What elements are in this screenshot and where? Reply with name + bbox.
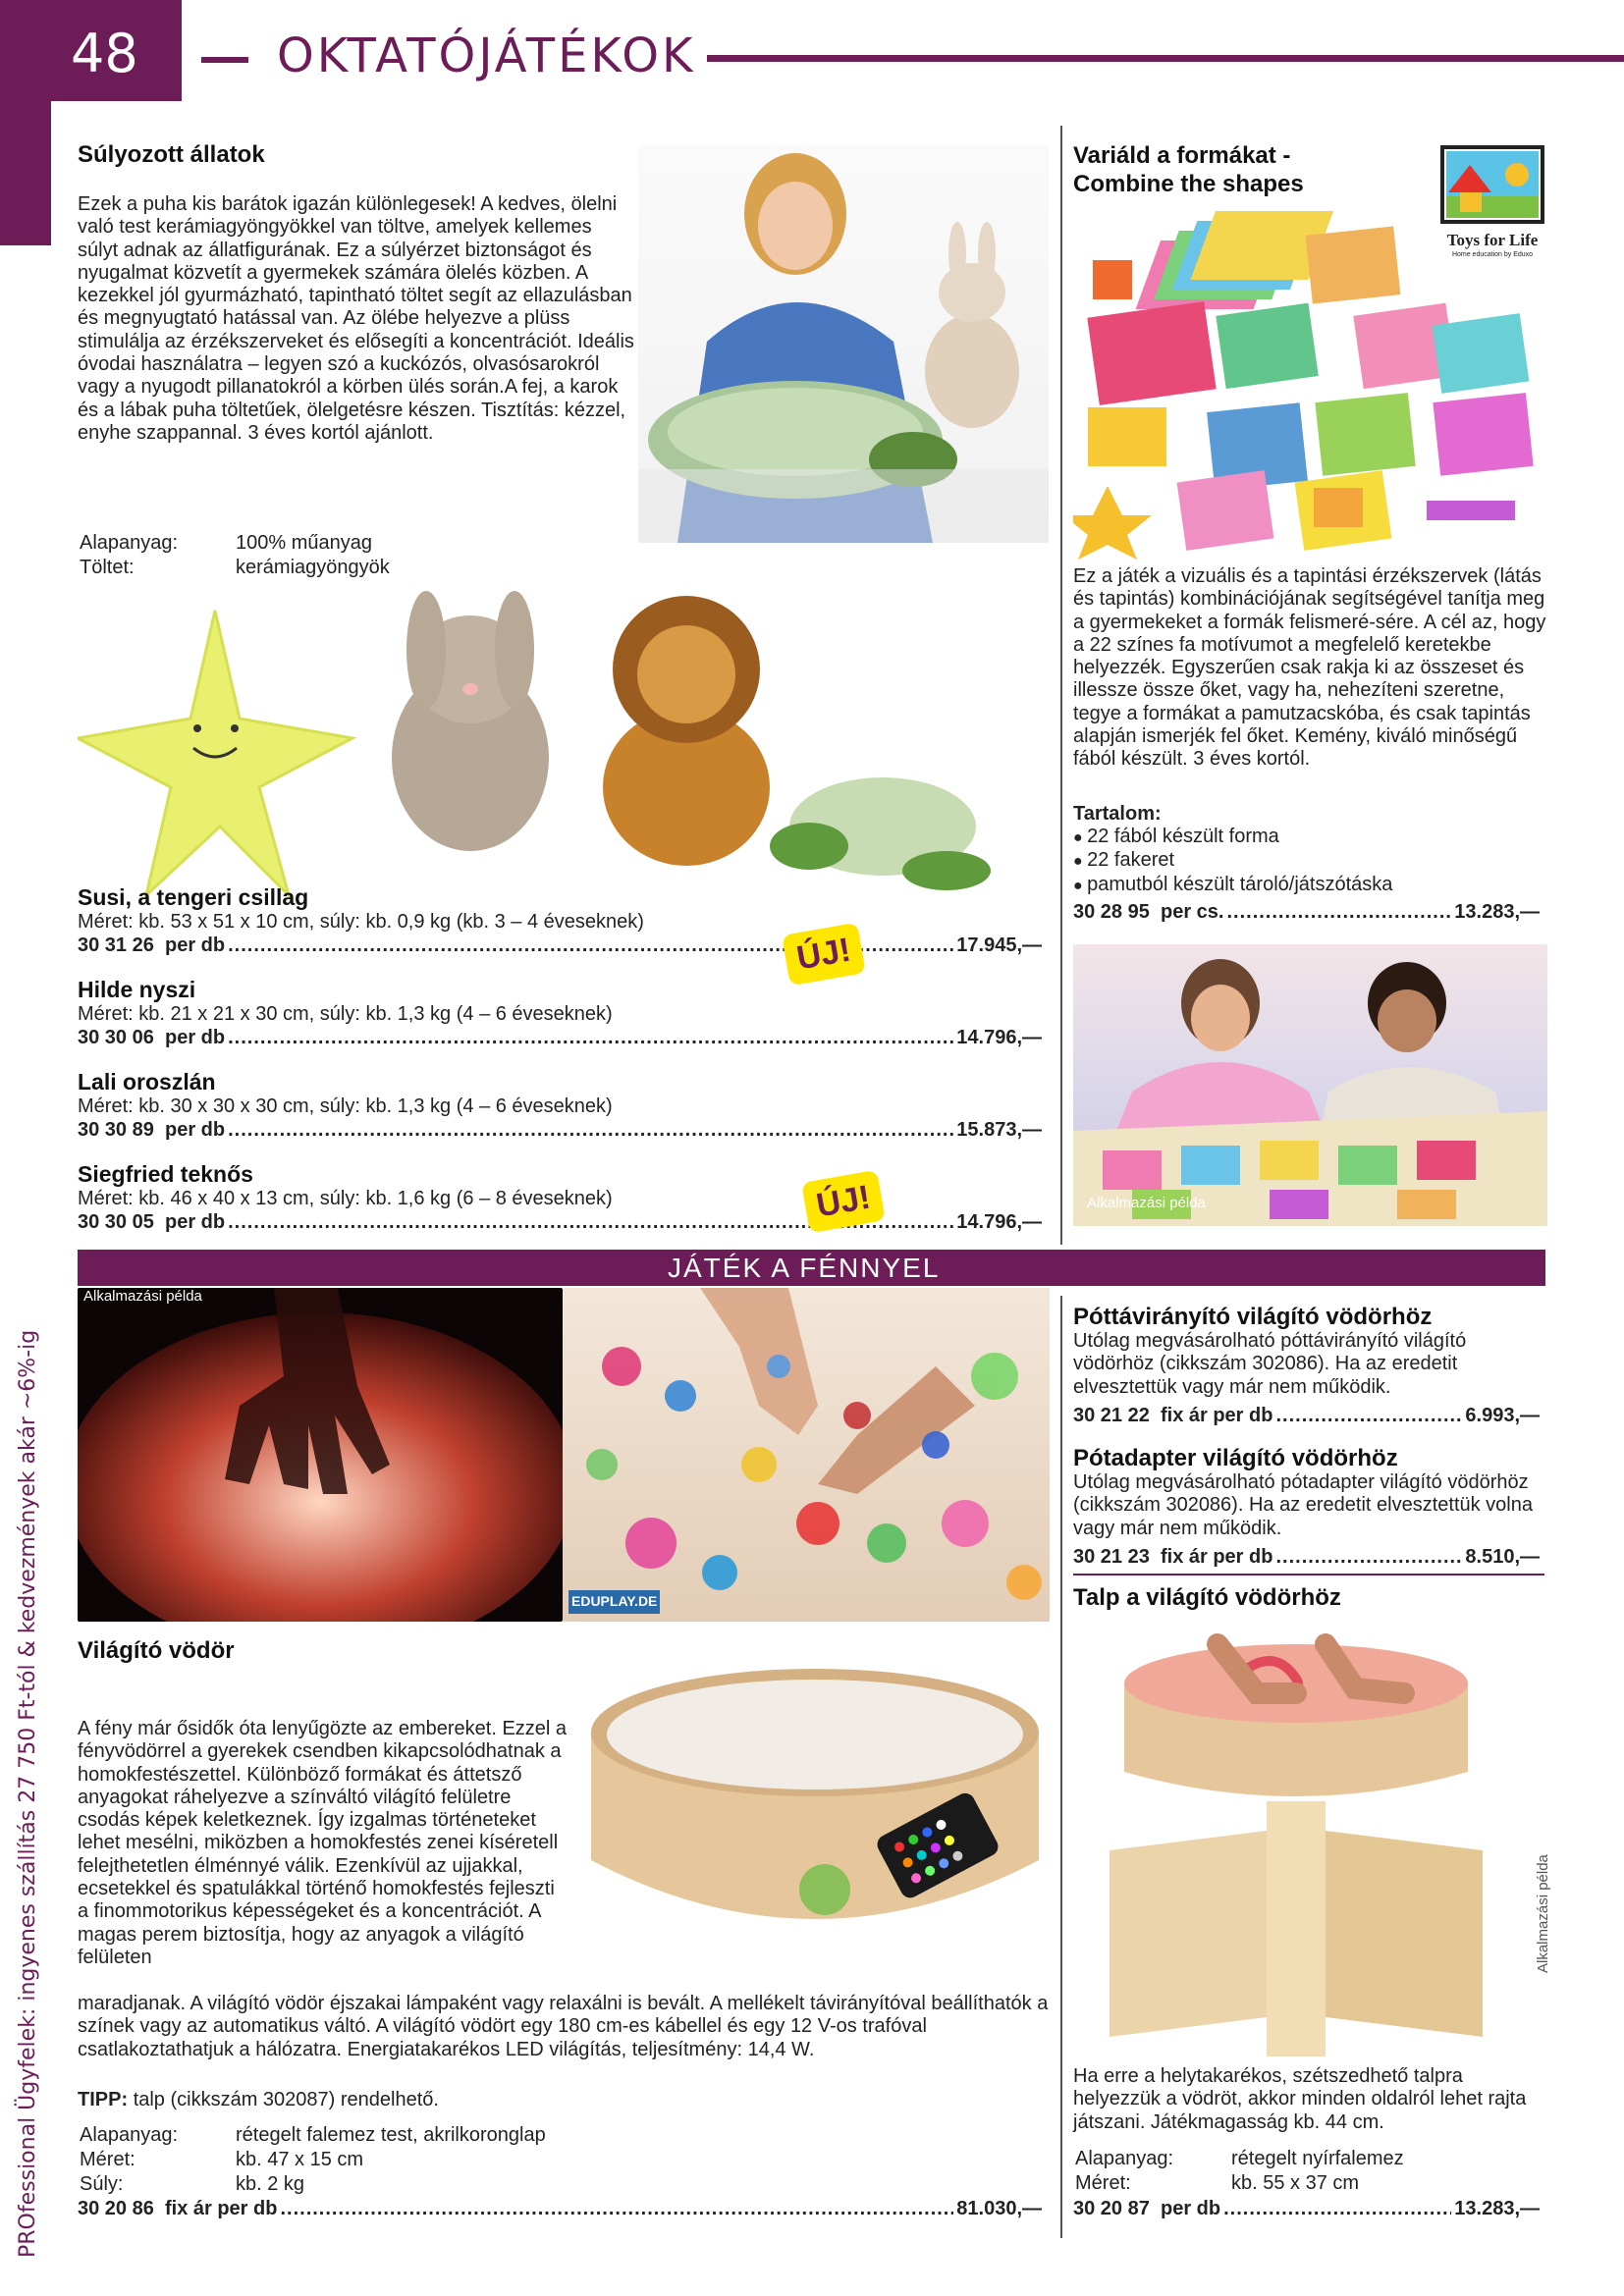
product-size: Méret: kb. 30 x 30 x 30 cm, súly: kb. 1,3 kg (4 – 6 éveseknek) bbox=[78, 1095, 613, 1117]
shapes-title-line2: Combine the shapes bbox=[1073, 171, 1304, 197]
order-price: 13.283,— bbox=[1454, 900, 1540, 923]
order-unit: per db bbox=[164, 1211, 226, 1234]
contents-list bbox=[1073, 826, 1554, 897]
spec-value: kerámiagyöngyök bbox=[236, 557, 390, 578]
marbles-on-light-photo bbox=[563, 1288, 1050, 1622]
bucket-specs bbox=[78, 2122, 548, 2198]
spec-value: 100% műanyag bbox=[236, 532, 372, 554]
header-dash bbox=[201, 57, 248, 63]
weighted-description: Ezek a puha kis barátok igazán különlegesek! A kedves, ölelni való test kerámiagyöngyökkel van töltve, amelyek kellemes súlyt adnak az állatfigurának. Ez a súlyérzet biztonságot és nyugalmat közvetít a gyermekek számára ölelés közben. A kezekkel jól gyurmázható, tapintható töltet segít az ellazulásban és megnyugtató hatással van. Az ölébe helyezve a plüss stimulálja az érzékszerveket és elősegíti a koncentrációt. Ideális óvodai használatra – legyen szó a kuckózós, olvasósarokról vagy a nyugodt pillanatokról a körben ülés során.A fej, a karok és a lábak puha töltetűek, ölelgetésre készen. Tisztítás: kézzel, enyhe szappannal. 3 éves kortól ajánlott. bbox=[78, 193, 634, 444]
product-size: Méret: kb. 53 x 51 x 10 cm, súly: kb. 0,9 kg (kb. 3 – 4 éveseknek) bbox=[78, 911, 644, 933]
spec-value: kb. 55 x 37 cm bbox=[1231, 2172, 1360, 2194]
order-line bbox=[78, 1210, 1042, 1234]
weighted-title: Súlyozott állatok bbox=[78, 141, 265, 168]
order-price: 81.030,— bbox=[956, 2198, 1042, 2219]
spec-value: kb. 47 x 15 cm bbox=[236, 2149, 364, 2170]
product-name: Susi, a tengeri csillag bbox=[78, 884, 309, 910]
bucket-stand-photo bbox=[1110, 1625, 1483, 2056]
order-unit: per db bbox=[1160, 2198, 1221, 2219]
remote-title: Póttávirányító világító vödörhöz bbox=[1073, 1304, 1433, 1330]
product-size: Méret: kb. 46 x 40 x 13 cm, súly: kb. 1,6 kg (6 – 8 éveseknek) bbox=[78, 1188, 613, 1209]
product-name: Lali oroszlán bbox=[78, 1069, 216, 1095]
stand-title: Talp a világító vödörhöz bbox=[1073, 1584, 1341, 1611]
list-item: ● 22 fából készült forma bbox=[1073, 826, 1554, 849]
shapes-title bbox=[1073, 141, 1304, 198]
spec-label: Alapanyag: bbox=[80, 2124, 179, 2146]
product-lali bbox=[78, 1068, 1042, 1160]
product-hilde bbox=[78, 976, 1042, 1068]
remote-description: Utólag megvásárolható póttávirányító világító vödörhöz (cikkszám 302086). Ha az eredetit elvesztettük vagy már nem működik. bbox=[1073, 1330, 1467, 1398]
column-divider-top bbox=[1060, 126, 1062, 1245]
hands-on-light-photo bbox=[78, 1288, 563, 1622]
spec-label: Töltet: bbox=[80, 557, 135, 578]
order-price: 13.283,— bbox=[1454, 2198, 1540, 2219]
product-susi bbox=[78, 883, 1042, 976]
product-size: Méret: kb. 21 x 21 x 30 cm, súly: kb. 1,3 kg (4 – 6 éveseknek) bbox=[78, 1003, 613, 1025]
list-item: ● pamutból készült tároló/játszótáska bbox=[1073, 874, 1554, 897]
order-line bbox=[78, 1118, 1042, 1142]
order-code: 30 20 87 bbox=[1073, 2198, 1150, 2219]
new-badge: ÚJ! bbox=[801, 1170, 886, 1234]
order-code: 30 31 26 bbox=[78, 934, 154, 957]
bucket-description-bottom: maradjanak. A világító vödör éjszakai lámpaként vagy relaxálni is bevált. A mellékelt távirányítóval beállíthatók a színek vagy az automatikus váltó. A világító vödört egy 180 cm-es kábellel és egy 12 V-os trafóval csatlakoztathatjuk a hálózatra. Energiatakarékos LED világítás, teljesítmény: 14,4 W. bbox=[78, 1993, 1049, 2060]
order-line bbox=[1073, 1545, 1540, 1569]
shapes-description: Ez a játék a vizuális és a tapintási érzékszervek (látás és tapintás) kombinációjának segítségével tanítja meg a gyermekeket a formák felismeré-sére. A cél az, hogy a 22 színes fa motívumot a megfelelő keretekbe helyezzék. Egyszerűen csak rakja ki az összeset és illessze össze őket, vagy ha, nehezíteni szeretne, tegye a formákat a pamutzacskóba, és csak tapintás alapján ismerjék fel őket. Kemény, kiváló minőségű fából készült. 3 éves kortól. bbox=[1073, 565, 1546, 771]
order-code: 30 30 89 bbox=[78, 1119, 154, 1142]
spec-label: Méret: bbox=[1075, 2172, 1131, 2194]
order-code: 30 28 95 bbox=[1073, 900, 1150, 923]
children-playing-shapes-photo bbox=[1073, 944, 1547, 1226]
spec-value: rétegelt nyírfalemez bbox=[1231, 2148, 1404, 2169]
order-unit: per db bbox=[164, 1027, 226, 1049]
order-code: 30 30 05 bbox=[78, 1211, 154, 1234]
list-item: ● 22 fakeret bbox=[1073, 849, 1554, 873]
adapter-title: Pótadapter világító vödörhöz bbox=[1073, 1445, 1398, 1471]
order-code: 30 21 23 bbox=[1073, 1546, 1150, 1568]
weighted-product-list bbox=[78, 883, 1042, 1253]
order-price: 15.873,— bbox=[956, 1119, 1042, 1142]
order-line bbox=[1073, 900, 1540, 924]
order-code: 30 20 86 bbox=[78, 2198, 154, 2219]
stand-photo-caption: Alkalmazási példa bbox=[1535, 1854, 1551, 1973]
tip-text: talp (cikkszám 302087) rendelhető. bbox=[133, 2089, 439, 2110]
spec-value: kb. 2 kg bbox=[236, 2173, 305, 2195]
order-price: 17.945,— bbox=[956, 934, 1042, 957]
shapes-title-line1: Variáld a formákat - bbox=[1073, 142, 1291, 169]
brand-subtitle: Home education by Eduxo bbox=[1451, 250, 1534, 258]
column-divider-bottom bbox=[1060, 1296, 1062, 2238]
eduplay-logo: EDUPLAY.DE bbox=[568, 1590, 660, 1614]
brand-name: Toys for Life bbox=[1446, 230, 1539, 249]
bucket-description-top: A fény már ősidők óta lenyűgözte az embereket. Ezzel a fényvödörrel a gyerekek csendben kikapcsolódhatnak a homokfestészettel. Különböző formákat és áttetsző anyagokat ráhelyezve a színváltó világító felületre csodás képek keletkeznek. Így izgalmas történeteket lehet mesélni, miközben a homokfestés zenei kíséretell felejthetetlen élménnyé válik. Ezenkívül az ujjakkal, ecsetekkel és spatulákkal történő homokfestés fejleszti a finommotorikus képességeket és a koncentrációt. A magas perem biztosítja, hogy az anyagok a világító felületen bbox=[78, 1718, 568, 1968]
stand-specs bbox=[1073, 2146, 1406, 2197]
new-badge: ÚJ! bbox=[782, 923, 866, 987]
order-price: 14.796,— bbox=[956, 1027, 1042, 1049]
section-title: OKTATÓJÁTÉKOK bbox=[277, 28, 696, 83]
photo-caption: Alkalmazási példa bbox=[1087, 1195, 1206, 1211]
product-siegfried bbox=[78, 1160, 1042, 1253]
bucket-title: Világító vödör bbox=[78, 1637, 235, 1664]
order-price: 8.510,— bbox=[1465, 1546, 1540, 1568]
order-line bbox=[78, 2197, 1042, 2220]
spec-label: Súly: bbox=[80, 2173, 124, 2195]
order-price: 6.993,— bbox=[1465, 1405, 1540, 1426]
adapter-description: Utólag megvásárolható pótadapter világító vödörhöz (cikkszám 302086). Ha az eredetit elvesztettük volna vagy már nem működik. bbox=[1073, 1471, 1533, 1539]
spec-label: Méret: bbox=[80, 2149, 135, 2170]
order-code: 30 30 06 bbox=[78, 1027, 154, 1049]
order-unit: per db bbox=[164, 1119, 226, 1142]
bucket-tip bbox=[78, 2089, 439, 2111]
order-line bbox=[78, 1026, 1042, 1049]
page-number: 48 bbox=[71, 23, 138, 84]
spec-label: Alapanyag: bbox=[80, 532, 179, 554]
order-unit: fix ár per db bbox=[164, 2198, 278, 2219]
order-line bbox=[1073, 1404, 1540, 1427]
shapes-contents bbox=[1073, 803, 1554, 924]
contents-title: Tartalom: bbox=[1073, 803, 1162, 825]
order-line bbox=[78, 934, 1042, 957]
header-rule bbox=[707, 55, 1624, 62]
product-name: Hilde nyszi bbox=[78, 977, 196, 1002]
section-divider bbox=[1073, 1574, 1544, 1575]
order-code: 30 21 22 bbox=[1073, 1405, 1150, 1426]
spec-value: rétegelt falemez test, akrilkoronglap bbox=[236, 2124, 546, 2146]
photo-caption: Alkalmazási példa bbox=[83, 1288, 202, 1305]
order-unit: fix ár per db bbox=[1160, 1546, 1273, 1568]
order-unit: per db bbox=[164, 934, 226, 957]
spec-label: Alapanyag: bbox=[1075, 2148, 1174, 2169]
section-band-title: JÁTÉK A FÉNNYEL bbox=[668, 1253, 941, 1283]
order-unit: fix ár per db bbox=[1160, 1405, 1273, 1426]
order-price: 14.796,— bbox=[956, 1211, 1042, 1234]
tip-label: TIPP: bbox=[78, 2089, 129, 2110]
side-promo-text: PROfessional Ügyfelek: ingyenes szállítás 27 750 Ft-tól & kedvezmények akár ~6%-ig bbox=[16, 1329, 40, 2258]
stand-description: Ha erre a helytakarékos, szétszedhető talpra helyezzük a vödröt, akkor minden oldalról lehet rajta játszani. Játékmagasság kb. 44 cm. bbox=[1073, 2065, 1527, 2133]
order-unit: per cs. bbox=[1160, 900, 1224, 923]
plush-animals-photo bbox=[78, 561, 1050, 927]
product-name: Siegfried teknős bbox=[78, 1161, 253, 1187]
order-line bbox=[1073, 2197, 1540, 2220]
girl-with-plush-photo bbox=[638, 145, 1049, 543]
light-bucket-photo bbox=[579, 1664, 1051, 1968]
shapes-product-photo bbox=[1073, 201, 1554, 560]
